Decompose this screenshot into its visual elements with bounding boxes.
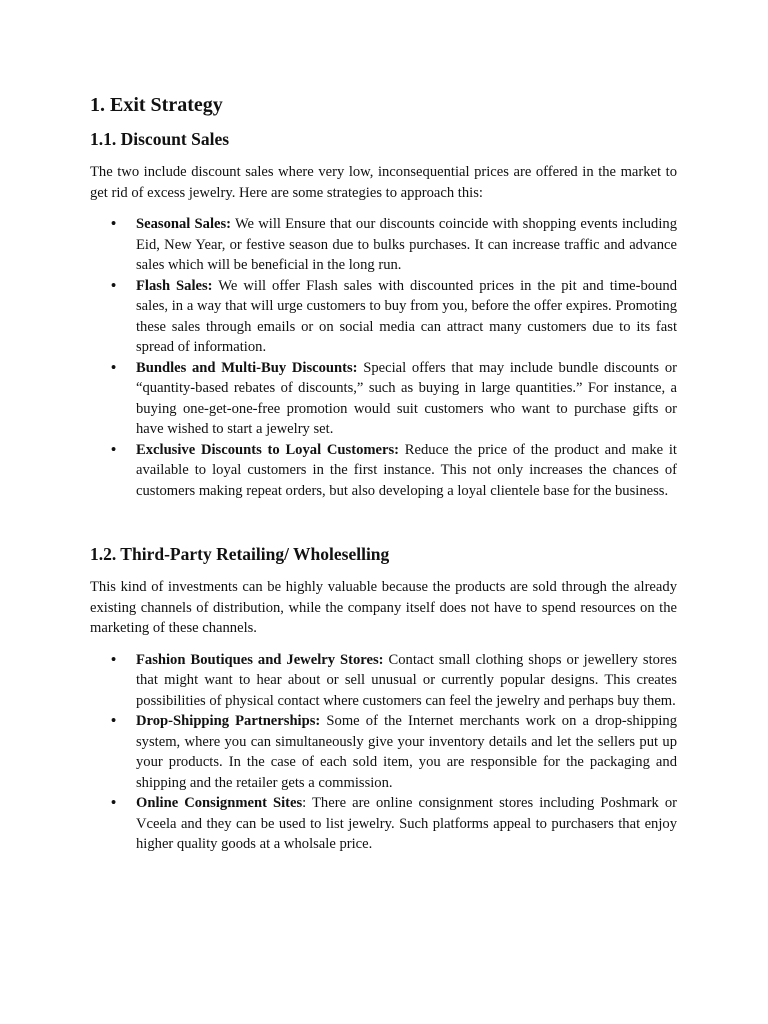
item-lead: Flash Sales: [136, 277, 213, 294]
item-lead: Drop-Shipping Partnerships: [136, 713, 321, 729]
item-lead: Exclusive Discounts to Loyal Customers: [136, 441, 400, 458]
discount-sales-list [90, 214, 677, 501]
item-text: We will offer Flash sales with discounted prices in the pit and time-bound sales, in a way that will urge customers to buy from you, before the offer expires. Promoting these sales through emails or on social media can attract many customers due to its fast spread of information. [136, 277, 677, 355]
section-heading-exit-strategy: 1. Exit Strategy [90, 94, 223, 116]
bullet: • [111, 651, 117, 668]
list-item [90, 440, 677, 502]
bullet: • [111, 277, 117, 294]
bullet: • [111, 713, 117, 729]
list-item [90, 276, 677, 358]
third-party-list [90, 650, 677, 855]
list-item [90, 358, 677, 440]
list-item [90, 214, 677, 276]
discount-sales-intro: The two include discount sales where very low, inconsequential prices are offered in the market to get rid of excess jewelry. Here are some strategies to approach this: [90, 164, 677, 201]
subsection-heading-discount-sales: 1.1. Discount Sales [90, 129, 230, 149]
bullet: • [111, 795, 117, 811]
third-party-intro: This kind of investments can be highly valuable because the products are sold through the already existing channels of distribution, while the company itself does not have to spend resources on the marketing of these channels. [90, 579, 677, 636]
list-item [90, 650, 677, 712]
item-text: Reduce the price of the product and make it available to loyal customers in the first instance. This not only increases the chances of customers making repeat orders, but also developing a loyal clientele base for the business. [136, 441, 677, 499]
item-lead: Seasonal Sales: [136, 216, 232, 232]
item-lead: Online Consignment Sites [136, 795, 303, 811]
subsection-heading-third-party-retailing: 1.2. Third-Party Retailing/ Wholeselling [90, 544, 390, 564]
item-text: We will Ensure that our discounts coincide with shopping events including Eid, New Year, or festive season due to bulks purchases. It can increase traffic and advance sales which will be beneficial in the long run. [136, 216, 677, 273]
item-lead: Fashion Boutiques and Jewelry Stores: [136, 651, 384, 668]
item-text: : There are online consignment stores including Poshmark or Vceela and they can be used to list jewelry. Such platforms appeal to purchasers that enjoy higher quality goods at a wholsale price. [136, 795, 677, 852]
item-lead: Bundles and Multi-Buy Discounts: [136, 359, 358, 376]
list-item [90, 711, 677, 793]
item-text: Contact small clothing shops or jewellery stores that might want to hear about or sell unusual or currently popular designs. This creates possibilities of physical contact where customers can feel the jewelry and perhaps buy them. [136, 651, 677, 709]
bullet: • [111, 359, 117, 376]
document-page [90, 90, 677, 855]
list-item [90, 793, 677, 855]
item-text: Special offers that may include bundle discounts or “quantity-based rebates of discounts,” such as buying in large quantities.” For instance, a buying one-get-one-free promotion would suit customers who want to purchase gifts or have wished to start a jewelry set. [136, 359, 677, 437]
bullet: • [111, 441, 117, 458]
item-text: Some of the Internet merchants work on a drop-shipping system, where you can simultaneously give your inventory details and let the sellers put up your products. In the case of each sold item, you are responsible for the packaging and shipping and the retailer gets a commission. [136, 713, 677, 791]
bullet: • [111, 216, 117, 232]
